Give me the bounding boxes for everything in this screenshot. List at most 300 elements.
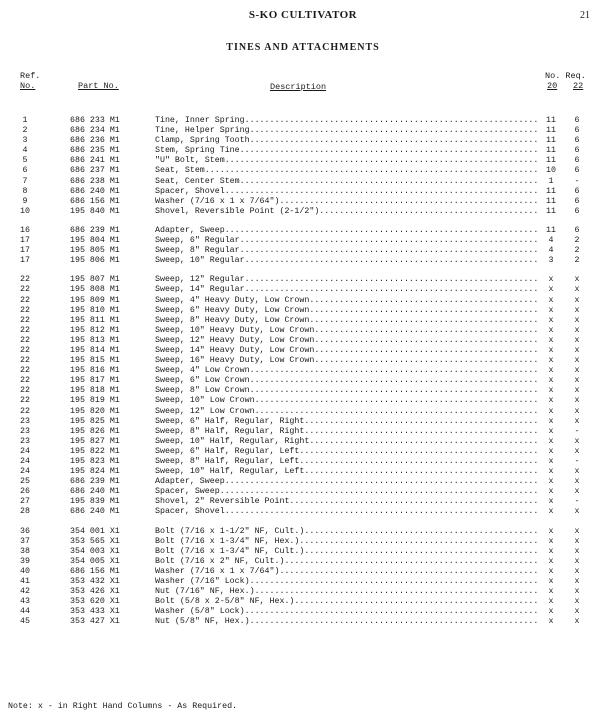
qty-model-22: 6 xyxy=(574,156,580,166)
table-row xyxy=(0,177,606,187)
part-number: 353 565 X1 xyxy=(70,536,120,546)
table-row xyxy=(0,386,606,396)
section-title: TINES AND ATTACHMENTS xyxy=(226,42,380,53)
part-description: Sweep, 8" Heavy Duty, Low Crown.............................................. xyxy=(155,315,539,325)
part-number: 686 237 M1 xyxy=(70,166,120,176)
page-title: S-KO CULTIVATOR xyxy=(248,9,358,21)
part-number: 686 240 M1 xyxy=(70,186,120,196)
header-description: Description xyxy=(270,82,327,92)
ref-number: 24 xyxy=(20,446,30,456)
part-description: Shovel, Reversible Point (2-1/2")............................................ xyxy=(155,206,539,216)
ref-number: 24 xyxy=(20,467,30,477)
ref-number: 3 xyxy=(22,136,28,146)
part-description: Washer (7/16 x 1 x 7/64").................................................... xyxy=(155,566,539,576)
table-row xyxy=(0,256,606,266)
table-row xyxy=(0,477,606,487)
part-description: Sweep, 8" Half, Regular, Right............................................... xyxy=(155,426,539,436)
table-row xyxy=(0,587,606,597)
qty-model-22: x xyxy=(574,536,580,546)
ref-number: 22 xyxy=(20,396,30,406)
ref-number: 40 xyxy=(20,566,30,576)
parts-group xyxy=(0,275,606,517)
ref-number: 9 xyxy=(22,196,28,206)
qty-model-20: 11 xyxy=(546,116,556,125)
table-row xyxy=(0,457,606,467)
part-description: Bolt (7/16 x 1-1/2" NF, Cult.)............................................... xyxy=(155,526,539,536)
qty-model-22: - xyxy=(574,426,580,436)
parts-group xyxy=(0,116,606,217)
part-description: "U" Bolt, Stem............................................................... xyxy=(155,156,539,166)
table-row xyxy=(0,437,606,447)
ref-number: 22 xyxy=(20,376,30,386)
parts-group xyxy=(0,527,606,628)
table-row xyxy=(0,136,606,146)
qty-model-22: 2 xyxy=(574,236,580,246)
part-description: Washer (5/8" Lock)........................................................... xyxy=(155,607,539,617)
qty-model-22: 6 xyxy=(574,186,580,196)
qty-model-20: x xyxy=(548,617,554,627)
qty-model-20: 11 xyxy=(546,196,556,206)
part-description: Spacer, Shovel............................................................... xyxy=(155,186,539,196)
page-number: 21 xyxy=(580,10,590,21)
table-row xyxy=(0,376,606,386)
qty-model-22: x xyxy=(574,546,580,556)
table-row xyxy=(0,577,606,587)
table-row xyxy=(0,226,606,236)
qty-model-22: x xyxy=(574,477,580,487)
qty-model-20: x xyxy=(548,556,554,566)
qty-model-20: x xyxy=(548,335,554,345)
part-description: Sweep, 6" Half, Regular, Right............................................... xyxy=(155,416,539,426)
table-row xyxy=(0,427,606,437)
part-description: Sweep, 6" Low Crown.......................................................... xyxy=(155,376,539,386)
part-description: Shovel, 2" Reversible Point.................................................. xyxy=(155,497,539,507)
ref-number: 36 xyxy=(20,526,30,536)
qty-model-22: x xyxy=(574,345,580,355)
part-number: 195 817 M1 xyxy=(70,376,120,386)
qty-model-20: 10 xyxy=(546,166,556,176)
ref-number: 22 xyxy=(20,406,30,416)
part-description: Sweep, 10" Heavy Duty, Low Crown............................................. xyxy=(155,325,539,335)
part-number: 354 005 X1 xyxy=(70,556,120,566)
qty-model-20: x xyxy=(548,426,554,436)
header-part-no: Part No. xyxy=(78,81,119,91)
part-description: Bolt (7/16 x 2" NF, Cult.)................................................... xyxy=(155,556,539,566)
header-ref-line2: No. xyxy=(20,81,36,91)
ref-number: 45 xyxy=(20,617,30,627)
part-number: 195 823 M1 xyxy=(70,457,120,466)
qty-model-22: x xyxy=(574,566,580,576)
qty-model-20: x xyxy=(548,587,554,597)
part-description: Sweep, 6" Half, Regular, Left................................................ xyxy=(155,446,539,456)
part-description: Adapter, Sweep............................................................... xyxy=(155,225,539,235)
qty-model-22: x xyxy=(574,446,580,456)
ref-number: 8 xyxy=(22,186,28,196)
table-row xyxy=(0,467,606,477)
part-description: Tine, Helper Spring.......................................................... xyxy=(155,126,539,136)
qty-model-20: x xyxy=(548,345,554,355)
ref-number: 39 xyxy=(20,556,30,566)
part-description: Clamp, Spring Tooth.......................................................... xyxy=(155,136,539,146)
part-number: 353 620 X1 xyxy=(70,597,120,607)
qty-model-20: x xyxy=(548,536,554,546)
qty-model-22: 6 xyxy=(574,136,580,146)
ref-number: 24 xyxy=(20,457,30,466)
table-row xyxy=(0,597,606,607)
table-row xyxy=(0,285,606,295)
ref-number: 22 xyxy=(20,275,30,285)
part-description: Sweep, 10" Half, Regular, Right.............................................. xyxy=(155,436,539,446)
qty-model-22: x xyxy=(574,416,580,426)
part-number: 195 807 M1 xyxy=(70,275,120,285)
qty-model-20: x xyxy=(548,497,554,507)
ref-number: 2 xyxy=(22,126,28,136)
part-number: 195 820 M1 xyxy=(70,406,120,416)
ref-number: 4 xyxy=(22,146,28,156)
part-description: Bolt (5/8 x 2-5/8" NF, Hex.)................................................. xyxy=(155,597,539,607)
qty-model-20: x xyxy=(548,356,554,366)
qty-model-20: x xyxy=(548,477,554,487)
part-description: Washer (7/16" Lock).......................................................... xyxy=(155,577,539,587)
ref-number: 44 xyxy=(20,607,30,617)
part-number: 353 426 X1 xyxy=(70,587,120,597)
ref-number: 16 xyxy=(20,225,30,235)
ref-number: 17 xyxy=(20,246,30,256)
part-description: Seat, Stem................................................................... xyxy=(155,166,539,176)
qty-model-22: 6 xyxy=(574,116,580,125)
part-number: 686 233 M1 xyxy=(70,116,120,125)
part-number: 195 810 M1 xyxy=(70,305,120,315)
qty-model-20: x xyxy=(548,487,554,497)
qty-model-20: x xyxy=(548,295,554,305)
qty-model-22: x xyxy=(574,487,580,497)
part-description: Stem, Spring Tine............................................................ xyxy=(155,146,539,156)
ref-number: 26 xyxy=(20,487,30,497)
qty-model-20: 3 xyxy=(548,256,554,266)
part-description: Sweep, 8" Low Crown.......................................................... xyxy=(155,386,539,396)
qty-model-20: 11 xyxy=(546,156,556,166)
part-description: Tine, Inner Spring........................................................... xyxy=(155,116,539,125)
qty-model-20: x xyxy=(548,325,554,335)
table-row xyxy=(0,407,606,417)
part-description: Nut (5/8" NF, Hex.).......................................................... xyxy=(155,617,539,627)
qty-model-22: - xyxy=(574,176,580,186)
qty-model-20: 1 xyxy=(548,176,554,186)
table-row xyxy=(0,487,606,497)
part-description: Bolt (7/16 x 1-3/4" NF, Hex.)................................................ xyxy=(155,536,539,546)
part-number: 195 806 M1 xyxy=(70,256,120,266)
table-row xyxy=(0,507,606,517)
ref-number: 37 xyxy=(20,536,30,546)
header-no-req: No. Req. xyxy=(545,71,586,81)
part-number: 353 433 X1 xyxy=(70,607,120,617)
part-number: 195 809 M1 xyxy=(70,295,120,305)
table-row xyxy=(0,156,606,166)
part-description: Sweep, 6" Heavy Duty, Low Crown.............................................. xyxy=(155,305,539,315)
part-number: 195 825 M1 xyxy=(70,416,120,426)
part-number: 195 826 M1 xyxy=(70,426,120,436)
part-number: 195 814 M1 xyxy=(70,345,120,355)
qty-model-20: x xyxy=(548,315,554,325)
ref-number: 1 xyxy=(22,116,28,125)
qty-model-22: 6 xyxy=(574,206,580,216)
part-number: 195 839 M1 xyxy=(70,497,120,507)
qty-model-20: 11 xyxy=(546,126,556,136)
part-number: 686 238 M1 xyxy=(70,176,120,186)
qty-model-22: x xyxy=(574,386,580,396)
qty-model-20: x xyxy=(548,406,554,416)
table-row xyxy=(0,537,606,547)
part-number: 195 822 M1 xyxy=(70,446,120,456)
part-number: 195 804 M1 xyxy=(70,236,120,246)
table-row xyxy=(0,187,606,197)
table-row xyxy=(0,366,606,376)
ref-number: 7 xyxy=(22,176,28,186)
qty-model-22: 6 xyxy=(574,146,580,156)
part-description: Sweep, 14" Heavy Duty, Low Crown............................................. xyxy=(155,345,539,355)
table-row xyxy=(0,207,606,217)
qty-model-20: 11 xyxy=(546,136,556,146)
part-number: 686 156 M1 xyxy=(70,196,120,206)
header-model-22: 22 xyxy=(573,81,584,91)
table-row xyxy=(0,547,606,557)
qty-model-20: x xyxy=(548,386,554,396)
part-description: Spacer, Sweep................................................................ xyxy=(155,487,539,497)
table-row xyxy=(0,197,606,207)
part-number: 195 816 M1 xyxy=(70,366,120,376)
part-description: Sweep, 10" Regular........................................................... xyxy=(155,256,539,266)
qty-model-20: 11 xyxy=(546,146,556,156)
part-number: 686 235 M1 xyxy=(70,146,120,156)
qty-model-20: x xyxy=(548,457,554,466)
qty-model-20: x xyxy=(548,416,554,426)
qty-model-20: x xyxy=(548,436,554,446)
qty-model-22: x xyxy=(574,607,580,617)
ref-number: 25 xyxy=(20,477,30,487)
part-description: Sweep, 4" Low Crown.......................................................... xyxy=(155,366,539,376)
part-description: Sweep, 14" Regular........................................................... xyxy=(155,285,539,295)
ref-number: 22 xyxy=(20,356,30,366)
qty-model-20: 11 xyxy=(546,225,556,235)
qty-model-22: x xyxy=(574,396,580,406)
qty-model-22: x xyxy=(574,275,580,285)
table-row xyxy=(0,236,606,246)
part-description: Adapter, Sweep............................................................... xyxy=(155,477,539,487)
part-number: 195 818 M1 xyxy=(70,386,120,396)
part-number: 353 427 X1 xyxy=(70,617,120,627)
qty-model-22: - xyxy=(574,497,580,507)
table-row xyxy=(0,275,606,285)
ref-number: 22 xyxy=(20,285,30,295)
ref-number: 22 xyxy=(20,345,30,355)
qty-model-22: x xyxy=(574,325,580,335)
table-row xyxy=(0,567,606,577)
part-number: 195 815 M1 xyxy=(70,356,120,366)
qty-model-20: 4 xyxy=(548,246,554,256)
ref-number: 23 xyxy=(20,436,30,446)
qty-model-22: 2 xyxy=(574,256,580,266)
ref-number: 10 xyxy=(20,206,30,216)
part-number: 354 001 X1 xyxy=(70,526,120,536)
qty-model-20: 11 xyxy=(546,186,556,196)
ref-number: 22 xyxy=(20,295,30,305)
qty-model-20: 4 xyxy=(548,236,554,246)
qty-model-22: x xyxy=(574,467,580,477)
part-number: 195 812 M1 xyxy=(70,325,120,335)
ref-number: 28 xyxy=(20,507,30,517)
qty-model-22: x xyxy=(574,556,580,566)
part-number: 354 003 X1 xyxy=(70,546,120,556)
qty-model-22: x xyxy=(574,305,580,315)
table-row xyxy=(0,346,606,356)
table-row xyxy=(0,607,606,617)
table-row xyxy=(0,306,606,316)
part-description: Sweep, 10" Low Crown......................................................... xyxy=(155,396,539,406)
ref-number: 6 xyxy=(22,166,28,176)
part-number: 686 239 M1 xyxy=(70,225,120,235)
footnote: Note: x - in Right Hand Columns - As Required. xyxy=(8,702,238,711)
ref-number: 27 xyxy=(20,497,30,507)
qty-model-22: x xyxy=(574,315,580,325)
qty-model-22: x xyxy=(574,587,580,597)
ref-number: 22 xyxy=(20,315,30,325)
qty-model-20: x xyxy=(548,577,554,587)
table-row xyxy=(0,326,606,336)
table-row xyxy=(0,316,606,326)
part-description: Sweep, 6" Regular............................................................ xyxy=(155,236,539,246)
table-row xyxy=(0,246,606,256)
table-row xyxy=(0,296,606,306)
qty-model-22: x xyxy=(574,436,580,446)
part-number: 686 236 M1 xyxy=(70,136,120,146)
ref-number: 38 xyxy=(20,546,30,556)
part-number: 353 432 X1 xyxy=(70,577,120,587)
part-number: 195 805 M1 xyxy=(70,246,120,256)
table-row xyxy=(0,617,606,627)
ref-number: 43 xyxy=(20,597,30,607)
ref-number: 5 xyxy=(22,156,28,166)
header-ref-line1: Ref. xyxy=(20,71,41,81)
ref-number: 17 xyxy=(20,256,30,266)
qty-model-20: x xyxy=(548,566,554,576)
table-row xyxy=(0,126,606,136)
part-description: Washer (7/16 x 1 x 7/64").................................................... xyxy=(155,196,539,206)
qty-model-22: 6 xyxy=(574,166,580,176)
qty-model-20: x xyxy=(548,275,554,285)
table-row xyxy=(0,116,606,126)
qty-model-20: x xyxy=(548,467,554,477)
parts-group xyxy=(0,226,606,266)
part-number: 686 241 M1 xyxy=(70,156,120,166)
ref-number: 41 xyxy=(20,577,30,587)
ref-number: 22 xyxy=(20,305,30,315)
part-number: 195 840 M1 xyxy=(70,206,120,216)
qty-model-22: x xyxy=(574,335,580,345)
ref-number: 22 xyxy=(20,335,30,345)
qty-model-20: x xyxy=(548,597,554,607)
ref-number: 17 xyxy=(20,236,30,246)
ref-number: 23 xyxy=(20,416,30,426)
qty-model-22: 2 xyxy=(574,246,580,256)
part-number: 195 824 M1 xyxy=(70,467,120,477)
table-row xyxy=(0,166,606,176)
part-description: Sweep, 12" Low Crown......................................................... xyxy=(155,406,539,416)
part-number: 195 827 M1 xyxy=(70,436,120,446)
parts-table xyxy=(0,116,606,637)
table-row xyxy=(0,396,606,406)
qty-model-22: x xyxy=(574,526,580,536)
qty-model-22: x xyxy=(574,406,580,416)
qty-model-22: x xyxy=(574,617,580,627)
qty-model-20: x xyxy=(548,285,554,295)
ref-number: 22 xyxy=(20,386,30,396)
qty-model-20: x xyxy=(548,396,554,406)
part-description: Sweep, 16" Heavy Duty, Low Crown............................................. xyxy=(155,356,539,366)
ref-number: 22 xyxy=(20,366,30,376)
part-number: 686 234 M1 xyxy=(70,126,120,136)
ref-number: 22 xyxy=(20,325,30,335)
table-row xyxy=(0,527,606,537)
part-description: Seat, Center Stem............................................................ xyxy=(155,176,539,186)
table-row xyxy=(0,146,606,156)
part-number: 195 811 M1 xyxy=(70,315,120,325)
qty-model-20: x xyxy=(548,526,554,536)
part-description: Sweep, 8" Half, Regular, Left................................................ xyxy=(155,457,539,466)
table-row xyxy=(0,417,606,427)
qty-model-20: x xyxy=(548,305,554,315)
table-row xyxy=(0,356,606,366)
part-number: 195 813 M1 xyxy=(70,335,120,345)
part-number: 195 819 M1 xyxy=(70,396,120,406)
part-number: 686 240 M1 xyxy=(70,487,120,497)
part-number: 686 156 M1 xyxy=(70,566,120,576)
qty-model-20: x xyxy=(548,507,554,517)
part-description: Spacer, Shovel............................................................... xyxy=(155,507,539,517)
table-row xyxy=(0,336,606,346)
qty-model-22: x xyxy=(574,356,580,366)
qty-model-22: x xyxy=(574,376,580,386)
table-row xyxy=(0,447,606,457)
qty-model-22: x xyxy=(574,507,580,517)
qty-model-20: 11 xyxy=(546,206,556,216)
qty-model-22: 6 xyxy=(574,225,580,235)
part-description: Sweep, 12" Heavy Duty, Low Crown............................................. xyxy=(155,335,539,345)
part-description: Sweep, 4" Heavy Duty, Low Crown.............................................. xyxy=(155,295,539,305)
qty-model-22: - xyxy=(574,457,580,466)
table-row xyxy=(0,497,606,507)
part-number: 195 808 M1 xyxy=(70,285,120,295)
qty-model-20: x xyxy=(548,446,554,456)
header-model-20: 20 xyxy=(547,81,558,91)
qty-model-20: x xyxy=(548,546,554,556)
qty-model-22: x xyxy=(574,285,580,295)
qty-model-22: x xyxy=(574,295,580,305)
qty-model-22: 6 xyxy=(574,126,580,136)
part-description: Sweep, 8" Regular............................................................ xyxy=(155,246,539,256)
qty-model-22: x xyxy=(574,577,580,587)
qty-model-20: x xyxy=(548,607,554,617)
qty-model-20: x xyxy=(548,366,554,376)
table-row xyxy=(0,557,606,567)
part-description: Sweep, 12" Regular........................................................... xyxy=(155,275,539,285)
part-description: Nut (7/16" NF, Hex.)......................................................... xyxy=(155,587,539,597)
ref-number: 23 xyxy=(20,426,30,436)
part-description: Sweep, 10" Half, Regular, Left............................................... xyxy=(155,467,539,477)
part-number: 686 240 M1 xyxy=(70,507,120,517)
qty-model-22: x xyxy=(574,366,580,376)
part-number: 686 239 M1 xyxy=(70,477,120,487)
qty-model-22: 6 xyxy=(574,196,580,206)
